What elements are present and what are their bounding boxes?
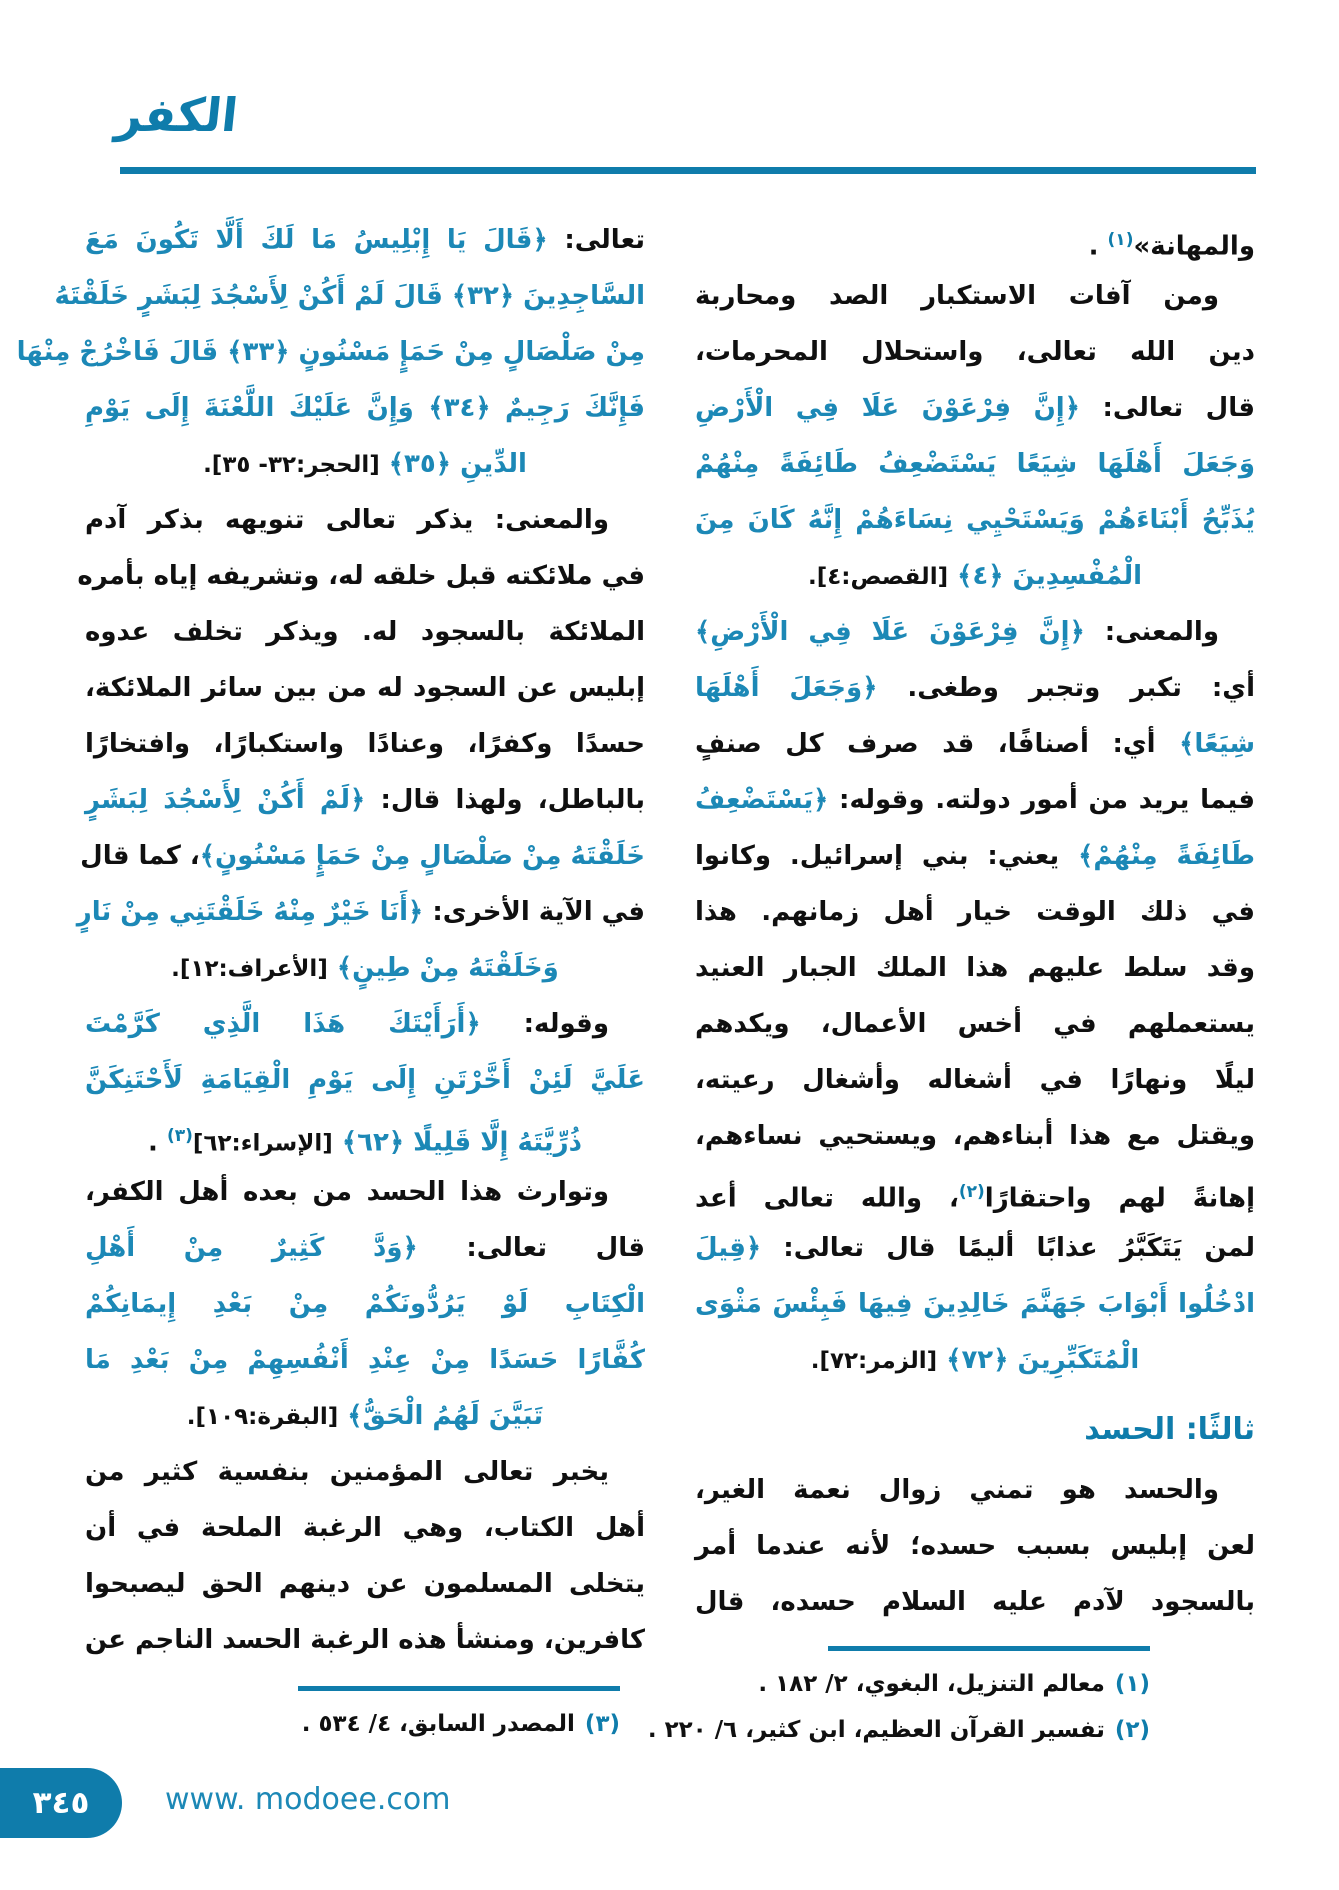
text-line	[695, 884, 1255, 940]
text-line	[85, 996, 645, 1052]
footnotes-left	[85, 1686, 645, 1747]
verse-reference: [الأعراف:١٢].	[171, 956, 328, 982]
text-line	[695, 1332, 1255, 1388]
text-line	[695, 716, 1255, 772]
footnote-number: (٢)	[1114, 1717, 1150, 1743]
text-line	[695, 828, 1255, 884]
footnote	[695, 1661, 1150, 1707]
text-line	[85, 660, 645, 716]
text-line	[85, 940, 645, 996]
text-line	[85, 436, 645, 492]
quran-text: ﴿قِيلَ	[695, 1233, 762, 1263]
text-line	[85, 212, 645, 268]
verse-reference: [الإسراء:٦٢]	[192, 1130, 333, 1157]
quran-text: ادْخُلُوا أَبْوَابَ جَهَنَّمَ خَالِدِينَ فِيهَا فَبِئْسَ مَثْوَى	[695, 1289, 1255, 1319]
text-line	[85, 1052, 645, 1108]
quran-text: السَّاجِدِينَ ﴿٣٢﴾ قَالَ لَمْ أَكُنْ لِأَسْجُدَ لِبَشَرٍ خَلَقْتَهُ	[54, 281, 645, 311]
quran-text: طَائِفَةً مِنْهُمْ﴾	[1059, 841, 1255, 871]
footnote-text: تفسير القرآن العظيم، ابن كثير، ٦/ ٢٢٠ .	[647, 1717, 1105, 1743]
text-line	[695, 1518, 1255, 1574]
body-text: والمهانة»	[1133, 231, 1255, 262]
text-line	[85, 604, 645, 660]
quran-text: الدِّينِ ﴿٣٥﴾	[379, 449, 527, 479]
text-line	[77, 548, 645, 604]
body-text: يخبر تعالى المؤمنين بنفسية كثير من	[85, 1457, 609, 1487]
body-text: بالباطل، ولهذا قال:	[365, 785, 645, 815]
body-text: ، والله تعالى أعد	[695, 1183, 959, 1214]
text-line	[695, 996, 1255, 1052]
body-text: كافرين، ومنشأ هذه الرغبة الحسد الناجم عن	[84, 1625, 645, 1655]
quran-text: فَإِنَّكَ رَجِيمٌ ﴿٣٤﴾ وَإِنَّ عَلَيْكَ اللَّعْنَةَ إِلَى يَوْمِ	[85, 393, 645, 423]
text-line	[85, 1612, 645, 1668]
text-line	[695, 324, 1255, 380]
text-line	[695, 492, 1255, 548]
body-text: أي: تكبر وتجبر وطغى.	[877, 673, 1255, 703]
footnote-marker: (٢)	[958, 1182, 985, 1202]
text-line	[695, 1108, 1255, 1164]
footnote-text: المصدر السابق، ٤/ ٥٣٤ .	[301, 1711, 575, 1737]
quran-text: شِيَعًا﴾	[1155, 729, 1256, 759]
quran-text: عَلَيَّ لَئِنْ أَخَّرْتَنِ إِلَى يَوْمِ الْقِيَامَةِ لَأَحْتَنِكَنَّ	[85, 1065, 645, 1095]
quran-text: ﴿وَدَّ كَثِيرٌ مِنْ أَهْلِ	[85, 1233, 418, 1263]
quran-text: كُفَّارًا حَسَدًا مِنْ عِنْدِ أَنْفُسِهِمْ مِنْ بَعْدِ مَا	[85, 1345, 645, 1375]
body-text: وقوله:	[480, 1009, 609, 1039]
footnote-separator	[828, 1646, 1150, 1651]
quran-text: خَلَقْتَهُ مِنْ صَلْصَالٍ مِنْ حَمَإٍ مَسْنُونٍ﴾	[199, 841, 645, 871]
text-line	[85, 1108, 645, 1164]
quran-text: الْمُفْسِدِينَ ﴿٤﴾	[948, 561, 1143, 591]
quran-text: ذُرِّيَّتَهُ إِلَّا قَلِيلًا ﴿٦٢﴾	[332, 1127, 582, 1158]
quran-text: ﴿قَالَ يَا إِبْلِيسُ مَا لَكَ أَلَّا تَكُونَ مَعَ	[85, 225, 548, 255]
text-line	[695, 604, 1255, 660]
text-line	[85, 1388, 645, 1444]
quran-text: ﴿إِنَّ فِرْعَوْنَ عَلَا فِي الْأَرْضِ	[695, 393, 1080, 423]
column-left	[16, 212, 646, 1668]
header-rule	[120, 167, 1256, 174]
text-line	[85, 1500, 645, 1556]
text-line	[695, 772, 1255, 828]
quran-text: وَجَعَلَ أَهْلَهَا شِيَعًا يَسْتَضْعِفُ طَائِفَةً مِنْهُمْ	[695, 449, 1255, 479]
text-line	[695, 1462, 1255, 1518]
body-text: وتوارث هذا الحسد من بعده أهل الكفر،	[85, 1177, 609, 1207]
quran-text: الْمُتَكَبِّرِينَ ﴿٧٢﴾	[937, 1345, 1140, 1375]
body-text: يعني: بني إسرائيل. وكانوا	[695, 841, 1060, 871]
verse-reference: [البقرة:١٠٩].	[186, 1404, 339, 1430]
text-line	[80, 828, 645, 884]
body-text: في ذلك الوقت خيار أهل زمانهم. هذا	[695, 897, 1255, 927]
body-text: ومن آفات الاستكبار الصد ومحاربة	[695, 281, 1219, 311]
text-line	[695, 548, 1255, 604]
body-text: والحسد هو تمني زوال نعمة الغير،	[695, 1475, 1219, 1505]
text-line	[54, 268, 645, 324]
verse-reference: [الزمر:٧٢].	[810, 1348, 938, 1374]
quran-text: ﴿لَمْ أَكُنْ لِأَسْجُدَ لِبَشَرٍ	[85, 785, 366, 815]
quran-text: وَخَلَقْتَهُ مِنْ طِينٍ﴾	[327, 953, 559, 983]
text-line	[85, 1164, 645, 1220]
body-text: والمعنى: يذكر تعالى تنويهه بذكر آدم	[85, 505, 609, 535]
body-text: أهل الكتاب، وهي الرغبة الملحة في أن	[85, 1513, 645, 1543]
quran-text: ﴿يَسْتَضْعِفُ	[695, 785, 829, 815]
text-line	[85, 1444, 645, 1500]
body-text: فيما يريد من أمور دولته. وقوله:	[828, 785, 1255, 815]
footnote-marker: (١)	[1107, 230, 1134, 250]
body-text: بالسجود لآدم عليه السلام حسده، قال	[695, 1587, 1255, 1617]
section-heading	[695, 1388, 1255, 1462]
chapter-title: الكفر	[113, 88, 241, 142]
body-text: لمن يَتَكَبَّرُ عذابًا أليمًا قال تعالى:	[761, 1233, 1255, 1263]
text-line	[695, 940, 1255, 996]
body-text: حسدًا وكفرًا، وعنادًا واستكبارًا، وافتخارًا	[85, 729, 645, 759]
body-text: دين الله تعالى، واستحلال المحرمات،	[695, 337, 1255, 367]
quran-text: تَبَيَّنَ لَهُمُ الْحَقُّ﴾	[338, 1401, 544, 1431]
footnote	[647, 1707, 1150, 1753]
text-line	[695, 1276, 1255, 1332]
text-line	[695, 268, 1255, 324]
body-text: ، كما قال	[80, 841, 200, 871]
body-text: يتخلى المسلمون عن دينهم الحق ليصبحوا	[85, 1569, 645, 1599]
body-text: .	[1088, 231, 1108, 262]
text-line	[695, 1220, 1255, 1276]
body-text: قال تعالى:	[417, 1233, 645, 1263]
body-text: .	[148, 1127, 167, 1158]
verse-reference: [الحجر:٣٢- ٣٥].	[203, 452, 380, 478]
body-text: يستعملهم في أخس الأعمال، ويكدهم	[695, 1009, 1255, 1039]
body-text: إهانةً لهم واحتقارًا	[984, 1183, 1255, 1214]
footnotes-right	[647, 1646, 1255, 1753]
text-line	[85, 716, 645, 772]
body-text: في الآية الأخرى:	[423, 897, 645, 927]
text-line	[695, 380, 1255, 436]
page-number-badge	[0, 1768, 122, 1838]
text-line	[695, 1164, 1255, 1220]
body-text: في ملائكته قبل خلقه له، وتشريفه إياه بأمره	[77, 561, 645, 591]
body-text: تعالى:	[547, 225, 646, 255]
body-text: ليلًا ونهارًا في أشغاله وأشغال رعيته،	[695, 1065, 1255, 1095]
footnote	[85, 1701, 620, 1747]
website-url: www. modoee.com	[165, 1782, 451, 1817]
quran-text: ﴿وَجَعَلَ أَهْلَهَا	[695, 673, 878, 703]
body-text: ويقتل مع هذا أبناءهم، ويستحيي نساءهم،	[695, 1121, 1255, 1151]
body-text: إبليس عن السجود له من بين سائر الملائكة،	[85, 673, 645, 703]
quran-text: الْكِتَابِ لَوْ يَرُدُّونَكُمْ مِنْ بَعْدِ إِيمَانِكُمْ	[85, 1289, 645, 1319]
text-line	[695, 212, 1255, 268]
text-line	[695, 1574, 1255, 1630]
body-text: لعن إبليس بسبب حسده؛ لأنه عندما أمر	[695, 1531, 1255, 1561]
footnote-marker: (٣)	[166, 1126, 193, 1146]
text-line	[85, 1332, 645, 1388]
quran-text: يُذَبِّحُ أَبْنَاءَهُمْ وَيَسْتَحْيِي نِسَاءَهُمْ إِنَّهُ كَانَ مِنَ	[695, 505, 1255, 535]
text-line	[695, 660, 1255, 716]
body-text: أي: أصنافًا، قد صرف كل صنفٍ	[695, 729, 1156, 759]
column-right	[695, 212, 1255, 1630]
text-line	[85, 492, 645, 548]
text-line	[85, 1220, 645, 1276]
text-line	[85, 1276, 645, 1332]
page-number: ٣٤٥	[32, 1785, 90, 1821]
verse-reference: [القصص:٤].	[807, 564, 949, 590]
text-line	[85, 380, 645, 436]
quran-text: ﴿أَرَأَيْتَكَ هَذَا الَّذِي كَرَّمْتَ	[85, 1009, 481, 1039]
footnote-separator	[298, 1686, 620, 1691]
body-text: وقد سلط عليهم هذا الملك الجبار العنيد	[695, 953, 1255, 983]
text-line	[76, 884, 645, 940]
footnote-number: (٣)	[584, 1711, 620, 1737]
footnote-text: معالم التنزيل، البغوي، ٢/ ١٨٢ .	[758, 1671, 1105, 1697]
quran-text: ﴿إِنَّ فِرْعَوْنَ عَلَا فِي الْأَرْضِ﴾	[695, 617, 1085, 647]
quran-text: مِنْ صَلْصَالٍ مِنْ حَمَإٍ مَسْنُونٍ ﴿٣٣﴾ قَالَ فَاخْرُجْ مِنْهَا	[16, 337, 645, 367]
text-line	[85, 1556, 645, 1612]
text-line	[85, 772, 645, 828]
body-text: الملائكة بالسجود له. ويذكر تخلف عدوه	[85, 617, 645, 647]
heading-text: ثالثًا: الحسد	[1084, 1412, 1255, 1447]
body-text: والمعنى:	[1084, 617, 1220, 647]
body-text: قال تعالى:	[1079, 393, 1255, 423]
text-line	[695, 436, 1255, 492]
footnote-number: (١)	[1114, 1671, 1150, 1697]
text-line	[695, 1052, 1255, 1108]
text-line	[16, 324, 645, 380]
quran-text: ﴿أَنَا خَيْرٌ مِنْهُ خَلَقْتَنِي مِنْ نَارٍ	[76, 897, 424, 927]
